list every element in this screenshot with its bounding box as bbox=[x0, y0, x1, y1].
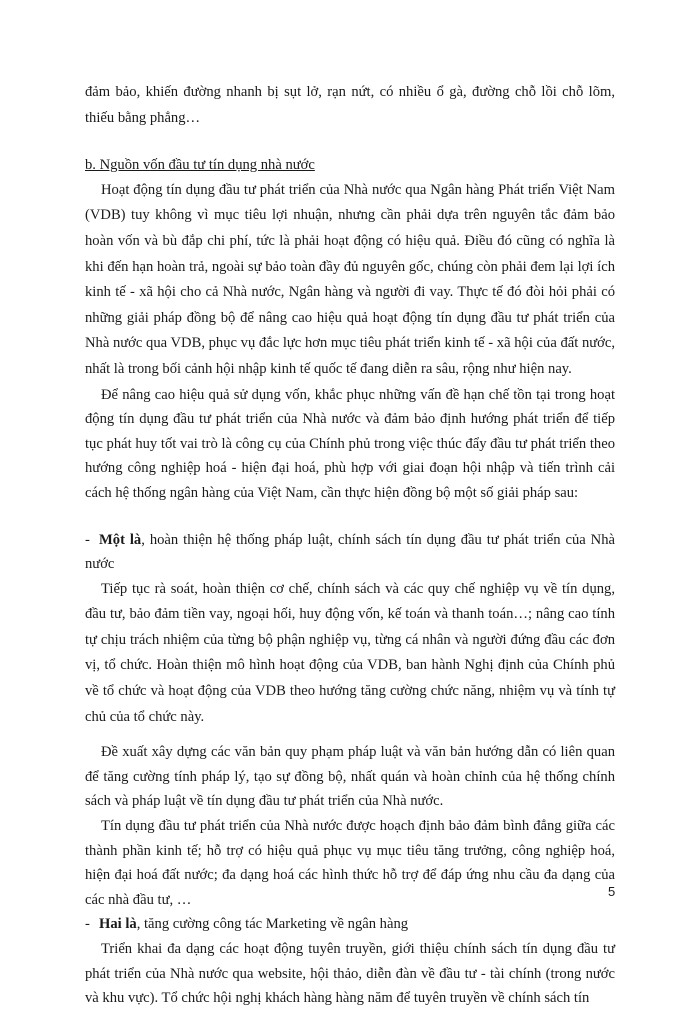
paragraph: Tiếp tục rà soát, hoàn thiện cơ chế, chính sách và các quy chế nghiệp vụ về tín dụng, đầu tư, bảo đảm tiền vay, ngoại hối, huy động vốn, kế toán và thanh toán…; nâng cao tính tự chịu trách nhiệm của từng bộ phận nghiệp vụ, từng cá nhân và người đứng đầu các đơn vị, tổ chức. Hoàn thiện mô hình hoạt động của VDB, ban hành Nghị định của Chính phủ về tổ chức và hoạt động của VDB theo hướng tăng cường chức năng, nhiệm vụ và tính tự chủ của tổ chức này. bbox=[85, 580, 615, 725]
paragraph: Hoạt động tín dụng đầu tư phát triển của Nhà nước qua Ngân hàng Phát triển Việt Nam (VDB) tuy không vì mục tiêu lợi nhuận, nhưng cần phải dựa trên nguyên tắc đảm bảo hoàn vốn và bù đắp chi phí, tức là phải hoạt động có hiệu quả. Điều đó cũng có nghĩa là khi đến hạn hoàn trả, ngoài sự bảo toàn đầy đủ nguyên gốc, chúng còn phải đem lại lợi ích kinh tế - xã hội cho cả Nhà nước, Ngân hàng và người đi vay. Thực tế đó đòi hỏi phải có những giải pháp đồng bộ để nâng cao hiệu quả hoạt động tín dụng đầu tư phát triển của Nhà nước qua VDB, phục vụ đắc lực hơn mục tiêu phát triển kinh tế - xã hội của đất nước, nhất là trong bối cảnh hội nhập kinh tế quốc tế đang diễn ra sâu, rộng như hiện nay. bbox=[85, 181, 615, 377]
solution-ordinal: Một là bbox=[99, 531, 142, 548]
paragraph: Để nâng cao hiệu quả sử dụng vốn, khắc phục những vấn đề hạn chế tồn tại trong hoạt động tín dụng đầu tư phát triển của Nhà nước và đảm bảo định hướng phát triển để tiếp tục phát huy tốt vai trò là công cụ của Chính phủ trong việc thúc đẩy đầu tư phát triển theo hướng công nghiệp hoá - hiện đại hoá, phù hợp với giai đoạn hội nhập và tiến trình cải cách hệ thống ngân hàng của Việt Nam, cần thực hiện đồng bộ một số giải pháp sau: bbox=[85, 386, 615, 501]
solution-heading-1 bbox=[85, 528, 615, 577]
document-body bbox=[85, 80, 615, 1011]
solution-title: , hoàn thiện hệ thống pháp luật, chính sách tín dụng đầu tư phát triển của Nhà nước bbox=[85, 531, 615, 573]
paragraph: Triển khai đa dạng các hoạt động tuyên truyền, giới thiệu chính sách tín dụng đầu tư phát triển của Nhà nước qua website, hội thảo, diễn đàn về đầu tư - tài chính (trong nước và khu vực). Tổ chức hội nghị khách hàng hàng năm để tuyên truyền về chính sách tín bbox=[85, 941, 615, 1007]
solution-title: , tăng cường công tác Marketing về ngân hàng bbox=[136, 916, 409, 933]
bullet-dash: - bbox=[85, 531, 90, 548]
bullet-dash: - bbox=[85, 916, 90, 933]
page-number: 5 bbox=[608, 884, 616, 899]
paragraph: Đề xuất xây dựng các văn bản quy phạm pháp luật và văn bản hướng dẫn có liên quan để tăng cường tính pháp lý, tạo sự đồng bộ, nhất quán và hoàn chỉnh của hệ thống chính sách và pháp luật về tín dụng đầu tư phát triển của Nhà nước. bbox=[85, 744, 615, 810]
solution-heading-2 bbox=[85, 912, 615, 937]
intro-paragraph: đảm bảo, khiến đường nhanh bị sụt lở, rạn nứt, có nhiều ổ gà, đường chỗ lồi chỗ lõm, thiếu bằng phẳng… bbox=[85, 84, 615, 126]
paragraph: Tín dụng đầu tư phát triển của Nhà nước được hoạch định bảo đảm bình đẳng giữa các thành phần kinh tế; hỗ trợ có hiệu quả phục vụ mục tiêu tăng trưởng, công nghiệp hoá, hiện đại hoá đất nước; đa dạng hoá các hình thức hỗ trợ để đáp ứng nhu cầu đa dạng của các nhà đầu tư, … bbox=[85, 818, 615, 908]
solution-ordinal: Hai là bbox=[99, 916, 137, 933]
section-heading: b. Nguồn vốn đầu tư tín dụng nhà nước bbox=[85, 157, 315, 174]
